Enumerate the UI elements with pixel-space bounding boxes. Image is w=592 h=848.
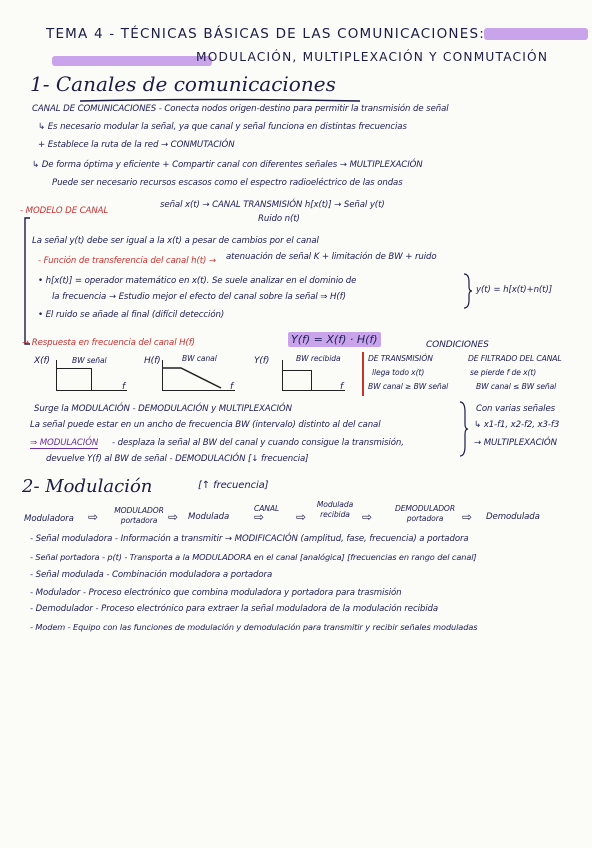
flow-arrow-5: ⇨	[462, 510, 473, 524]
bullet-modulate: ↳ Es necesario modular la señal, ya que canal y señal funciona en distintas frecuencias	[38, 122, 407, 132]
freq-response-label: → Respuesta en frecuencia del canal H(f)	[22, 338, 195, 348]
model-equation: señal x(t) → CANAL TRANSMISIÓN h[x(t)] → Señal y(t)	[160, 200, 385, 210]
section-1-heading: 1- Canales de comunicaciones	[30, 72, 336, 96]
def-moduladora: - Señal moduladora - Información a transmitir → MODIFICACIÓN (amplitud, fase, frecuencia) a portadora	[30, 534, 469, 544]
model-label: - MODELO DE CANAL	[20, 206, 109, 216]
flow-modulada: Modulada	[188, 512, 230, 522]
surge-line-4: devuelve Y(f) al BW de señal - DEMODULACIÓN [↓ frecuencia]	[46, 454, 309, 464]
def-portadora: - Señal portadora - p(t) - Transporta a la MODULADORA en el canal [analógica] [frecuencias en rango del canal]	[30, 552, 477, 562]
model-noise: Ruido n(t)	[258, 214, 300, 224]
bullet-commutation: + Establece la ruta de la red → CONMUTACIÓN	[38, 140, 235, 150]
graph3-y-label: Y(f)	[254, 356, 270, 366]
flow-demodulada: Demodulada	[486, 512, 540, 522]
flow-arrow-1: ⇨	[88, 510, 99, 524]
surge-right-1: Con varias señales	[476, 404, 556, 414]
model-note-2a: - Función de transferencia del canal h(t) →	[38, 256, 216, 266]
condition-filter-2: BW canal ≤ BW señal	[476, 382, 557, 391]
model-note-1: La señal y(t) debe ser igual a la x(t) a pesar de cambios por el canal	[32, 236, 319, 246]
graph2-curve	[163, 364, 223, 390]
graph3-x-label: f	[340, 382, 344, 392]
channel-definition: CANAL DE COMUNICACIONES - Conecta nodos origen-destino para permitir la transmisión de señal	[32, 104, 449, 114]
model-note-brace	[462, 274, 472, 308]
def-modulador: - Modulador - Proceso electrónico que combina moduladora y portadora para trasmisión	[30, 588, 402, 598]
accent-bar-top	[484, 28, 588, 40]
flow-arrow-4: ⇨	[362, 510, 373, 524]
model-note-2b: atenuación de señal K + limitación de BW + ruido	[226, 252, 437, 262]
graph1-bw-label: BW señal	[72, 356, 107, 365]
surge-line-3: - desplaza la señal al BW del canal y cuando consigue la transmisión,	[112, 438, 404, 448]
model-result: y(t) = h[x(t)+n(t)]	[476, 285, 552, 295]
def-modem: - Modem - Equipo con las funciones de modulación y demodulación para transmitir y recibir señales moduladas	[30, 622, 478, 632]
flow-demodulador: DEMODULADOR portadora	[394, 504, 455, 523]
flow-modulador: MODULADOR portadora	[114, 506, 164, 525]
condition-filter-1: se pierde f de x(t)	[470, 368, 537, 377]
page-title: TEMA 4 - TÉCNICAS BÁSICAS DE LAS COMUNICACIONES:	[46, 26, 485, 42]
freq-response-equation: Y(f) = X(f) · H(f)	[288, 332, 381, 347]
flow-arrow-3b: ⇨	[296, 510, 307, 524]
conditions-divider	[362, 352, 364, 396]
model-note-4: la frecuencia → Estudio mejor el efecto del canal sobre la señal ⇒ H(f)	[52, 292, 346, 302]
graph2-y-label: H(f)	[144, 356, 161, 366]
section-2-heading: 2- Modulación	[22, 476, 153, 497]
section-2-note: [↑ frecuencia]	[198, 480, 269, 491]
graph1-curve	[57, 368, 92, 390]
graph2-x-label: f	[230, 382, 234, 392]
model-note-5: • El ruido se añade al final (difícil detección)	[38, 310, 225, 320]
conditions-title: CONDICIONES	[426, 340, 489, 350]
graph1-x-label: f	[122, 382, 126, 392]
flow-arrow-3: ⇨	[254, 510, 265, 524]
page-subtitle: MODULACIÓN, MULTIPLEXACIÓN Y CONMUTACIÓN	[196, 50, 549, 64]
graph1-y-label: X(f)	[34, 356, 50, 366]
bullet-multiplex: ↳ De forma óptima y eficiente + Compartir canal con diferentes señales → MULTIPLEXACIÓN	[32, 160, 423, 170]
condition-filter-title: DE FILTRADO DEL CANAL	[468, 354, 562, 363]
model-bracket	[22, 218, 32, 346]
surge-modulation-term: ⇒ MODULACIÓN	[30, 438, 99, 448]
accent-bar-left	[52, 56, 212, 66]
condition-transmission-2: BW canal ≥ BW señal	[368, 382, 449, 391]
def-demodulador: - Demodulador - Proceso electrónico para extraer la señal moduladora de la modulación recibida	[30, 604, 439, 614]
graph3-bw-label: BW recibida	[296, 354, 341, 363]
flow-recibida: Modulada recibida	[316, 500, 354, 519]
graph3-curve	[283, 370, 312, 390]
surge-right-3: → MULTIPLEXACIÓN	[474, 438, 557, 448]
surge-right-2: ↳ x1-f1, x2-f2, x3-f3	[474, 420, 560, 430]
condition-transmission-title: DE TRANSMISIÓN	[368, 354, 433, 363]
bullet-resources: Puede ser necesario recursos escasos como el espectro radioeléctrico de las ondas	[52, 178, 403, 188]
surge-brace	[458, 402, 468, 456]
condition-transmission-1: llega todo x(t)	[372, 368, 425, 377]
surge-line-2: La señal puede estar en un ancho de frecuencia BW (intervalo) distinto al del canal	[30, 420, 381, 430]
surge-line-1: Surge la MODULACIÓN - DEMODULACIÓN y MULTIPLEXACIÓN	[34, 404, 292, 414]
flow-arrow-2: ⇨	[168, 510, 179, 524]
model-note-3: • h[x(t)] = operador matemático en x(t). Se suele analizar en el dominio de	[38, 276, 357, 286]
flow-moduladora: Moduladora	[24, 514, 74, 524]
def-modulada: - Señal modulada - Combinación moduladora a portadora	[30, 570, 273, 580]
flow-canal: CANAL	[254, 504, 280, 513]
graph2-bw-label: BW canal	[182, 354, 217, 363]
